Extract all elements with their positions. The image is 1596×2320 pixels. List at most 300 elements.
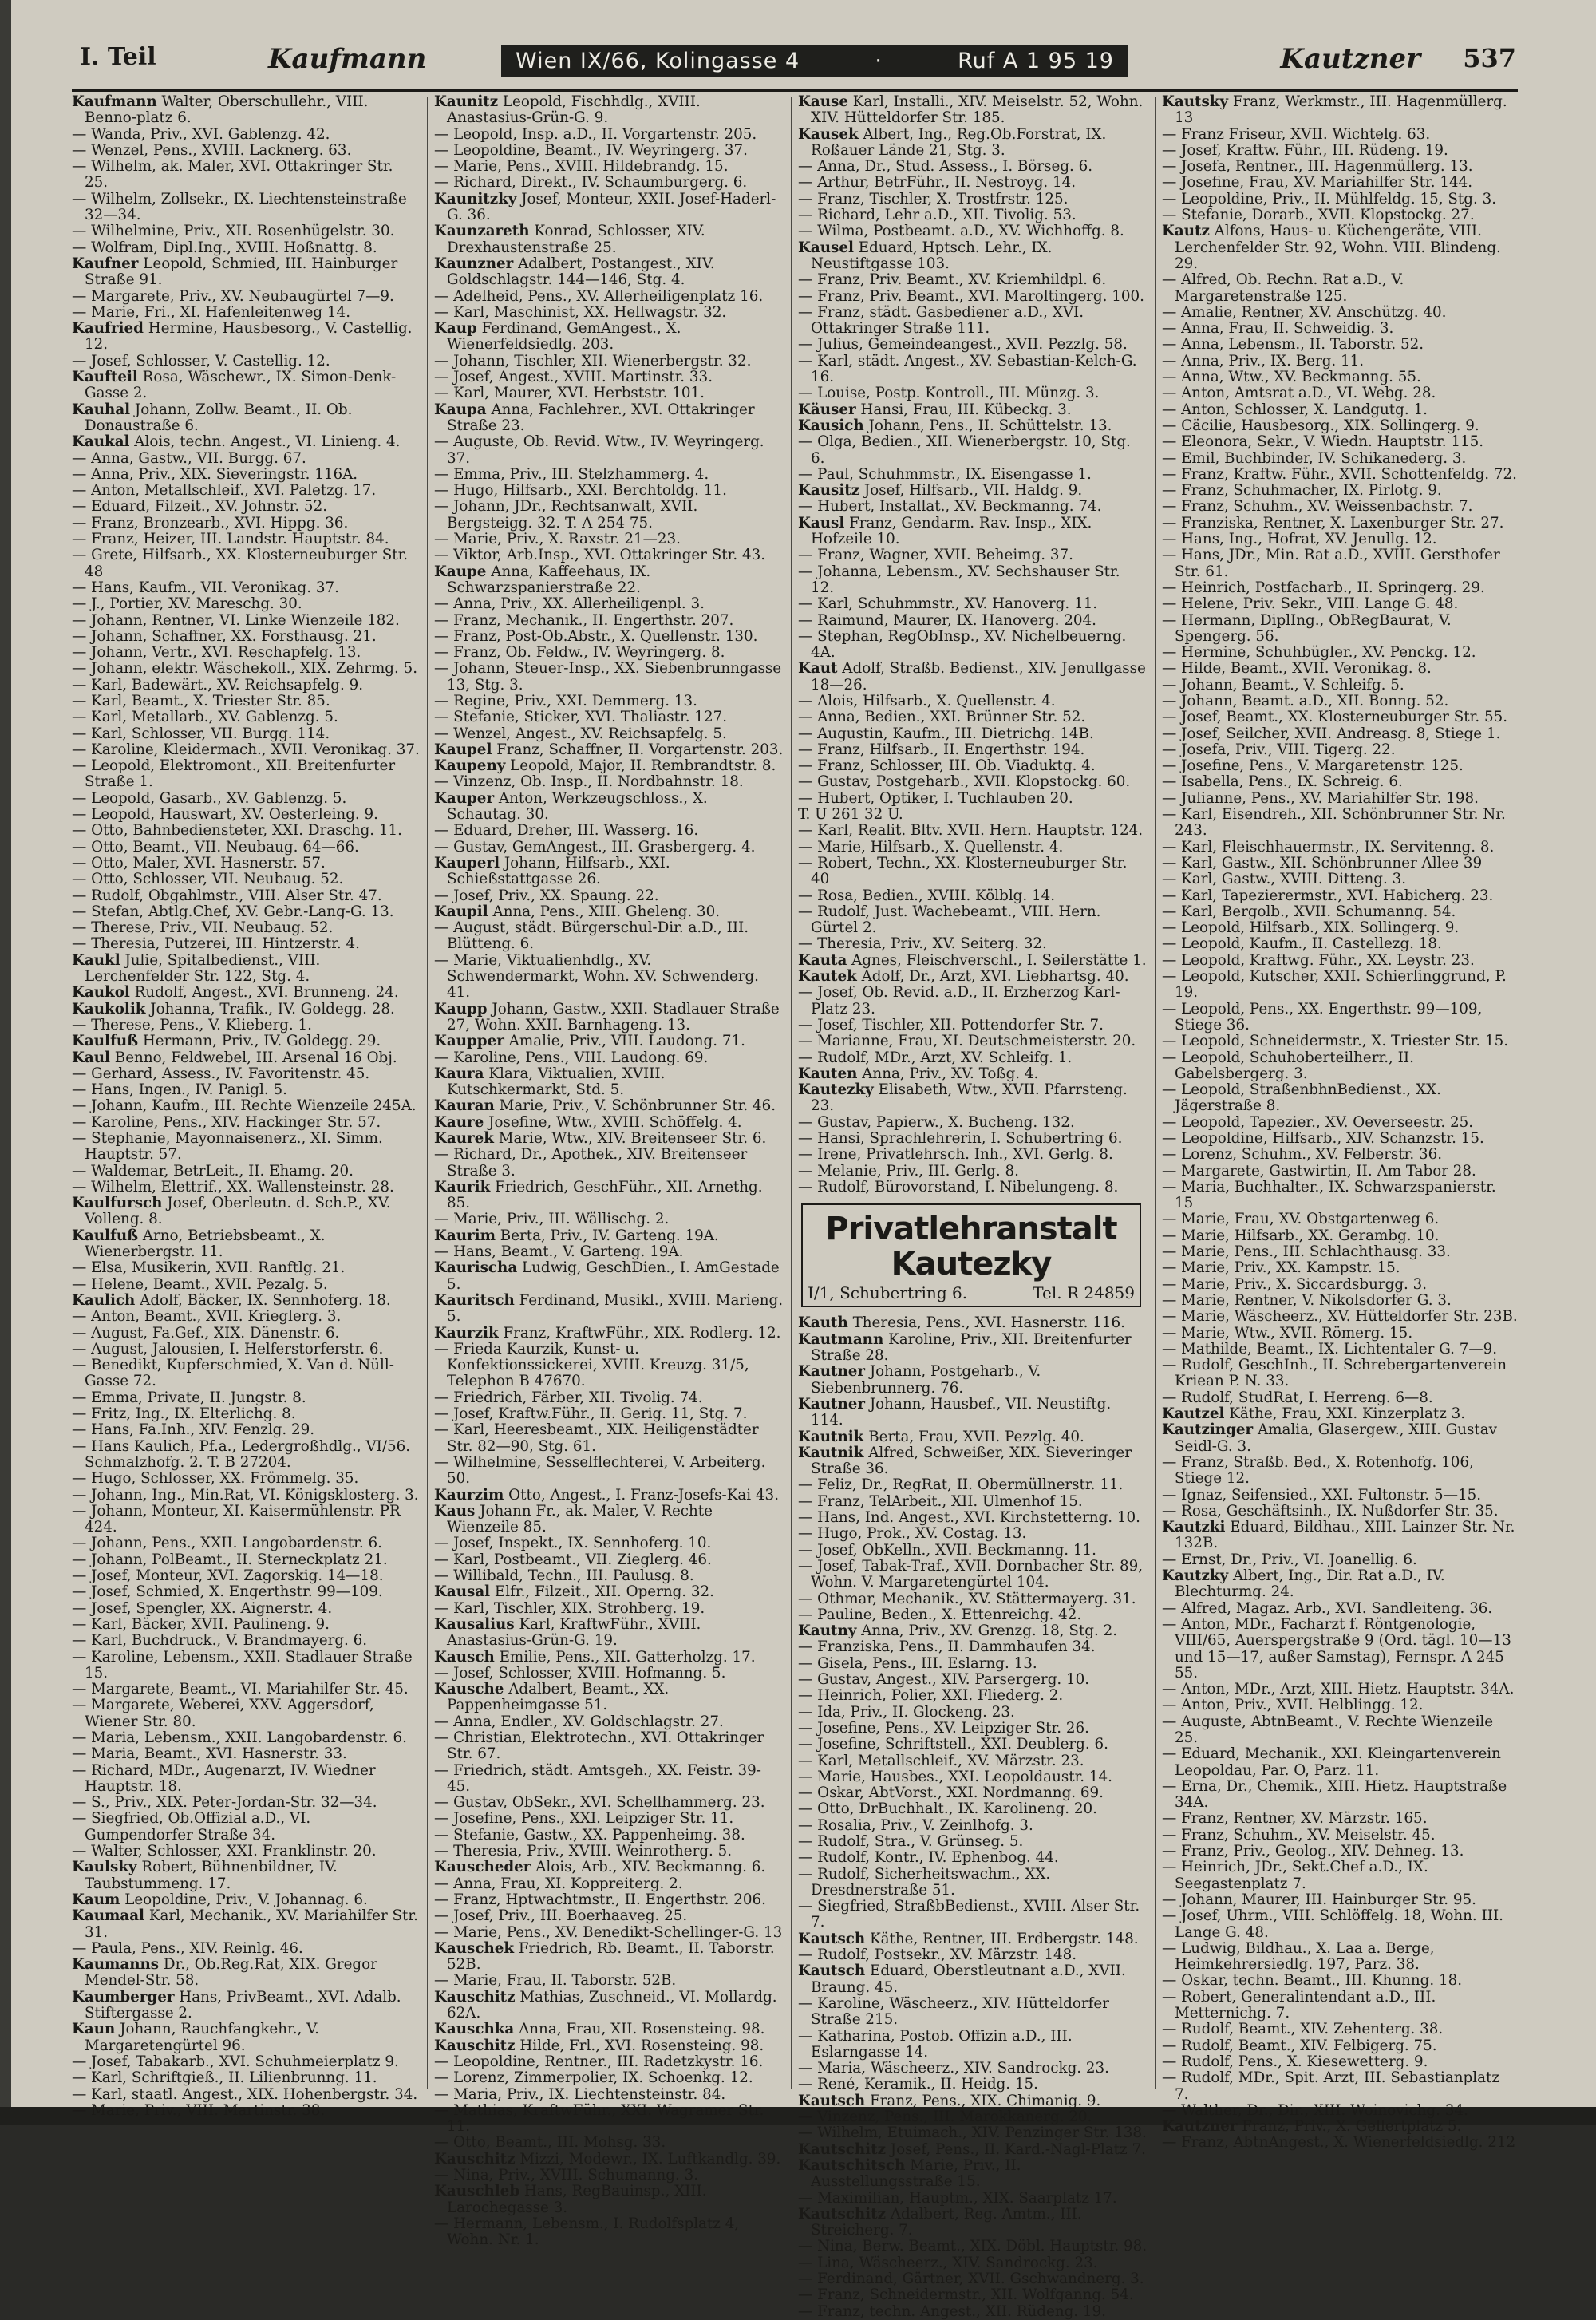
entry-text: — Johann, Rentner, VI. Linke Wienzeile 182. (72, 611, 400, 629)
entry-text: — Leopold, Gasarb., XV. Gablenzg. 5. (72, 789, 347, 807)
directory-entry (1162, 1326, 1518, 1342)
directory-entry (798, 1963, 1148, 1996)
directory-entry (798, 175, 1148, 191)
directory-entry (1162, 1601, 1518, 1617)
entry-text: — Johann, Steuer-Insp., XX. Siebenbrunngasse 13, Stg. 3. (434, 660, 782, 694)
entry-text: — Marie, Pens., III. Schlachthausg. 33. (1162, 1243, 1451, 1261)
entry-text: Josef, Hilfsarb., VII. Haldg. 9. (863, 482, 1083, 500)
entry-text: — Wilhelm, Zollsekr., IX. Liechtensteinstraße 32—34. (72, 190, 407, 224)
entry-text: Eduard, Oberstleutnant a.D., XVII. Braung. 45. (811, 1962, 1126, 1996)
directory-columns (72, 93, 1518, 2320)
entry-text: Anna, Frau, XII. Rosensteing. 98. (519, 2021, 765, 2038)
entry-text: — Hans, JDr., Min. Rat a.D., XVIII. Gersthofer Str. 61. (1162, 547, 1500, 580)
directory-entry (72, 1488, 420, 1504)
directory-entry (798, 192, 1148, 207)
entry-text: Käthe, Rentner, III. Erdbergstr. 148. (870, 1930, 1139, 1947)
entry-text: Josefine, Wtw., XVIII. Schöffelg. 4. (488, 1113, 742, 1131)
directory-entry (72, 370, 420, 402)
entry-text: — Eduard, Dreher, III. Wasserg. 16. (434, 822, 699, 840)
entry-surname: Kaunzareth (434, 223, 530, 240)
entry-text: — Gustav, GemAngest., III. Grasbergerg. 4. (434, 838, 756, 856)
directory-entry (1162, 726, 1518, 742)
directory-entry (72, 402, 420, 435)
entry-text: — Karoline, Pens., XIV. Hackinger Str. 57. (72, 1113, 381, 1131)
directory-entry (434, 1002, 784, 1034)
directory-entry (1162, 1908, 1518, 1941)
entry-text: — Marie, Fri., XI. Hafenleitenweg 14. (72, 303, 351, 321)
directory-entry (72, 694, 420, 709)
directory-entry (72, 1601, 420, 1617)
directory-entry (72, 1811, 420, 1844)
directory-entry (434, 2022, 784, 2037)
entry-text: — Robert, Generalintendant a.D., III. Metternichg. 7. (1162, 1988, 1436, 2022)
directory-entry (1162, 936, 1518, 952)
directory-entry (798, 1769, 1148, 1785)
directory-entry (72, 127, 420, 143)
directory-entry (798, 1164, 1148, 1180)
directory-entry (72, 1535, 420, 1551)
directory-entry (1162, 127, 1518, 143)
directory-entry (798, 1526, 1148, 1542)
entry-text: — Julius, Gemeindeangest., XVII. Pezzlg. 58. (798, 336, 1128, 354)
entry-surname: Kausl (798, 514, 845, 532)
entry-surname: Kautnik (798, 1444, 864, 1461)
entry-surname: Kaunitzky (434, 190, 517, 207)
directory-entry (798, 94, 1148, 127)
directory-entry (434, 1811, 784, 1827)
entry-text: — Franz, Hilfsarb., II. Engerthstr. 194. (798, 741, 1085, 758)
directory-entry (1162, 856, 1518, 871)
directory-entry (434, 192, 784, 224)
entry-text: — Karl, Metallarb., XV. Gablenzg. 5. (72, 709, 338, 726)
entry-text: — Alois, Hilfsarb., X. Quellenstr. 4. (798, 692, 1056, 709)
directory-entry (1162, 613, 1518, 646)
entry-surname: Kaurzim (434, 1486, 504, 1504)
banner-separator: · (875, 48, 883, 73)
directory-entry (434, 856, 784, 888)
directory-entry (798, 272, 1148, 288)
directory-entry (1162, 1552, 1518, 1568)
directory-entry (798, 1834, 1148, 1850)
entry-text: — Gustav, ObSekr., XVI. Schellhammerg. 23. (434, 1794, 765, 1812)
directory-entry (72, 289, 420, 305)
directory-entry (72, 840, 420, 856)
entry-text: — Josef, Ob. Revid. a.D., II. Erzherzog Karl-Platz 23. (798, 984, 1120, 1018)
entry-surname: Kaumaal (72, 1907, 145, 1925)
entry-text: Konrad, Schlosser, XIV. Drexhaustenstraße 25. (447, 223, 705, 256)
directory-entry (72, 953, 420, 986)
entry-surname: Kaukol (72, 984, 130, 1002)
entry-text: Hans, PrivBeamt., XVI. Adalb. Stiftergasse 2. (85, 1988, 401, 2022)
directory-entry (1162, 953, 1518, 969)
directory-entry (798, 1801, 1148, 1817)
entry-text: — Marie, Frau, XV. Obstgartenweg 6. (1162, 1211, 1440, 1228)
directory-entry (72, 2070, 420, 2086)
entry-text: — Karl, Maurer, XVI. Herbststr. 101. (434, 385, 705, 402)
directory-entry (434, 1714, 784, 1730)
entry-text: — Siegfried, Ob.Offizial a.D., VI. Gumpendorfer Straße 34. (72, 1810, 311, 1844)
entry-surname: Kaurik (434, 1178, 491, 1196)
directory-entry (1162, 1617, 1518, 1682)
entry-surname: Kautny (798, 1622, 857, 1640)
directory-entry (798, 1705, 1148, 1721)
entry-text: — Oskar, techn. Beamt., III. Khunng. 18. (1162, 1972, 1463, 1990)
directory-entry (1162, 159, 1518, 175)
entry-text: — Franz, Schuhm., XV. Meiselstr. 45. (1162, 1826, 1436, 1844)
directory-entry (798, 1543, 1148, 1559)
entry-text: — Anton, Metallschleif., XVI. Paletzg. 17. (72, 482, 377, 500)
entry-surname: Kaum (72, 1891, 120, 1908)
directory-entry (72, 321, 420, 354)
directory-entry (72, 645, 420, 661)
entry-text: — Hans, Beamt., V. Garteng. 19A. (434, 1243, 684, 1261)
entry-text: — Ida, Priv., II. Glockeng. 23. (798, 1703, 1015, 1721)
directory-entry (434, 94, 784, 127)
entry-text: — Marie, Hilfsarb., XX. Gerambg. 10. (1162, 1227, 1440, 1244)
directory-entry (1162, 1860, 1518, 1892)
entry-text: — Olga, Bedien., XII. Wienerbergstr. 10, Stg. 6. (798, 433, 1131, 467)
directory-entry (434, 1617, 784, 1650)
entry-text: — Stefanie, Gastw., XX. Pappenheimg. 38. (434, 1826, 745, 1844)
entry-text: — Johann, Beamt., V. Schleifg. 5. (1162, 676, 1404, 694)
entry-text: — Karl, staatl. Angest., XIX. Hohenbergstr. 34. (72, 2085, 418, 2103)
directory-entry (72, 434, 420, 450)
entry-surname: Kautner (798, 1395, 866, 1413)
entry-text: — Leopold, Kaufm., II. Castellezg. 18. (1162, 935, 1442, 953)
publisher-banner (501, 45, 1128, 77)
directory-entry (72, 256, 420, 289)
directory-entry (434, 2054, 784, 2070)
entry-text: — Karl, Realit. Bltv. XVII. Hern. Hauptstr. 124. (798, 822, 1144, 840)
directory-entry (798, 840, 1148, 856)
entry-text: — Rudolf, Beamt., XIV. Felbigerg. 75. (1162, 2037, 1437, 2054)
entry-text: Käthe, Frau, XXI. Kinzerplatz 3. (1229, 1405, 1466, 1423)
directory-entry (798, 953, 1148, 969)
entry-text: — Marie, Frau, II. Taborstr. 52B. (434, 1972, 677, 1990)
directory-entry (798, 694, 1148, 709)
entry-text: — Raimund, Maurer, IX. Hanoverg. 204. (798, 611, 1096, 629)
entry-text: — Ignaz, Seifensied., XXI. Fultonstr. 5—15. (1162, 1486, 1482, 1504)
directory-entry (434, 1147, 784, 1180)
entry-text: — Leopold, Hilfsarb., XIX. Sollingerg. 9. (1162, 919, 1460, 937)
entry-text: — Marie, Priv., III. Wällischg. 2. (434, 1211, 670, 1228)
directory-entry (72, 1617, 420, 1633)
directory-entry (434, 1390, 784, 1406)
entry-text: — Leopold, Tapezier., XV. Oeverseestr. 25. (1162, 1113, 1474, 1131)
entry-surname: Kauran (434, 1097, 495, 1115)
entry-text: Hermann, Priv., IV. Goldegg. 29. (142, 1033, 381, 1050)
directory-entry (1162, 483, 1518, 499)
entry-text: — Karl, Schlosser, VII. Burgg. 114. (72, 725, 330, 742)
entry-text: — Wolfram, Dipl.Ing., XVIII. Hoßnattg. 8. (72, 239, 377, 256)
entry-text: — Johann, Vertr., XVI. Reschapfelg. 13. (72, 644, 361, 662)
entry-text: — August, städt. Bürgerschul-Dir. a.D., III. Blütteng. 6. (434, 919, 749, 953)
entry-text: — Ferdinand, Gärtner, XVII. Gschwandnerg. 3. (798, 2271, 1144, 2287)
entry-text: Adalbert, Postangest., XIV. Goldschlagstr. 144—146, Stg. 4. (447, 255, 715, 289)
running-head: Kautzner (1280, 43, 1420, 75)
entry-text: — Fritz, Ing., IX. Elterlichg. 8. (72, 1405, 296, 1423)
directory-entry (1162, 547, 1518, 580)
entry-surname: Kaufner (72, 255, 139, 272)
entry-text: — Franz, Ob. Feldw., IV. Weyringerg. 8. (434, 644, 725, 662)
entry-text: — Karoline, Kleidermach., XVII. Veronikag. 37. (72, 741, 420, 758)
directory-entry (1162, 1034, 1518, 1049)
directory-entry (72, 1406, 420, 1422)
entry-text: — Rudolf, Kontr., IV. Ephenbog. 44. (798, 1849, 1059, 1867)
directory-entry (434, 1682, 784, 1714)
entry-text: — Rudolf, Sicherheitswachm., XX. Dresdnerstraße 51. (798, 1865, 1051, 1899)
directory-entry (798, 1785, 1148, 1801)
entry-surname: Kauschek (434, 1939, 515, 1957)
directory-entry (1162, 1488, 1518, 1504)
directory-entry (1162, 385, 1518, 401)
directory-entry (72, 1115, 420, 1131)
directory-entry (434, 564, 784, 597)
directory-entry (434, 1455, 784, 1488)
directory-entry (434, 1342, 784, 1390)
directory-entry (798, 1050, 1148, 1066)
entry-text: — Richard, MDr., Augenarzt, IV. Wiedner Hauptstr. 18. (72, 1761, 376, 1795)
entry-text: Josef, Monteur, XXII. Josef-Haderl-G. 36. (447, 190, 776, 224)
entry-text: — Anna, Gastw., VII. Burgg. 67. (72, 449, 306, 467)
entry-text: — Lorenz, Zimmerpolier, IX. Schoenkg. 12. (434, 2069, 753, 2087)
entry-text: — Alfred, Ob. Rechn. Rat a.D., V. Margaretenstraße 125. (1162, 271, 1404, 305)
entry-surname: Kaun (72, 2021, 116, 2038)
directory-entry (1162, 337, 1518, 353)
directory-entry (72, 1277, 420, 1293)
entry-text: — Franz, Priv., Geolog., XIV. Dehneg. 13. (1162, 1843, 1464, 1860)
entry-text: — Feliz, Dr., RegRat, II. Obermüllnerstr. 11. (798, 1476, 1124, 1494)
directory-entry (72, 1358, 420, 1390)
directory-entry (434, 2070, 784, 2086)
directory-entry (798, 385, 1148, 401)
column-4 (1162, 93, 1518, 2152)
entry-text: — Johann, Monteur, XI. Kaisermühlenstr. PR 424. (72, 1502, 401, 1536)
directory-entry (434, 1925, 784, 1941)
directory-entry (72, 1957, 420, 1990)
entry-text: — Augustin, Kaufm., III. Dietrichg. 14B. (798, 725, 1094, 742)
entry-text: — Marie, Pens., XV. Benedikt-Schellinger-G. 13 (434, 1923, 783, 1941)
directory-entry (434, 483, 784, 499)
entry-surname: Kaupil (434, 903, 488, 920)
directory-entry (434, 1211, 784, 1227)
directory-entry (434, 2103, 784, 2136)
entry-surname: Kause (798, 93, 848, 110)
entry-text: — Richard, Direkt., IV. Schaumburgerg. 6. (434, 174, 748, 192)
entry-text: — Franz, Hptwachtmstr., II. Engerthstr. 206. (434, 1891, 766, 1908)
directory-entry (1162, 1422, 1518, 1455)
entry-text: — Eduard, Mechanik., XXI. Kleingartenverein Leopoldau, Par. O, Parz. 11. (1162, 1745, 1501, 1779)
directory-entry (798, 1753, 1148, 1769)
entry-text: — Maria, Buchhalter., IX. Schwarzspanierstr. 15 (1162, 1178, 1496, 1212)
directory-entry (72, 661, 420, 677)
directory-entry (72, 223, 420, 239)
directory-entry (434, 1098, 784, 1114)
directory-entry (798, 1947, 1148, 1963)
directory-entry (72, 1504, 420, 1536)
directory-entry (72, 742, 420, 758)
entry-text: — Franz, AbtnAngest., X. Wienerfeldsiedlg. 212 (1162, 2134, 1516, 2152)
entry-surname: Kaus (434, 1502, 476, 1520)
directory-entry (1162, 2119, 1518, 2135)
directory-entry (434, 143, 784, 159)
entry-text: — Wilma, Postbeamt. a.D., XV. Wichhoffg. 8. (798, 223, 1124, 240)
directory-entry (72, 2087, 420, 2103)
entry-text: Anton, Werkzeugschloss., X. Schautag. 30. (447, 789, 708, 824)
entry-text: — Leopold, Pens., XX. Engerthstr. 99—109, Stiege 36. (1162, 1000, 1483, 1034)
entry-text: — Margarete, Gastwirtin, II. Am Tabor 28. (1162, 1162, 1476, 1180)
directory-entry (798, 2158, 1148, 2191)
directory-entry (72, 1990, 420, 2022)
directory-entry (72, 192, 420, 224)
entry-text: — Rosalia, Priv., V. Zeinlhofg. 3. (798, 1816, 1033, 1834)
entry-text: — Emil, Buchbinder, IV. Schikanederg. 3. (1162, 449, 1467, 467)
directory-entry (1162, 1050, 1518, 1083)
directory-entry (798, 888, 1148, 904)
directory-entry (1162, 1115, 1518, 1131)
directory-entry (434, 1034, 784, 1049)
entry-text: — Auguste, Ob. Revid. Wtw., IV. Weyringerg. 37. (434, 433, 764, 467)
directory-entry (798, 758, 1148, 774)
entry-surname: Kauschitz (434, 1988, 516, 2006)
entry-surname: Kautnik (798, 1428, 864, 1445)
entry-surname: Kaufried (72, 320, 144, 338)
entry-text: — Franz, techn. Angest., XII. Rüdeng. 19. (798, 2302, 1106, 2320)
directory-entry (1162, 580, 1518, 596)
directory-entry (434, 1990, 784, 2022)
entry-text: — Therese, Pens., V. Klieberg. 1. (72, 1016, 312, 1034)
directory-entry (434, 2216, 784, 2249)
directory-entry (798, 1850, 1148, 1866)
entry-text: — Marie, Wäscheerz., XV. Hütteldorfer Str. 23B. (1162, 1308, 1518, 1326)
entry-text: — Karl, Eisendreh., XII. Schönbrunner Str. Nr. 243. (1162, 806, 1506, 840)
directory-entry (434, 596, 784, 612)
directory-entry (434, 1552, 784, 1568)
entry-text: — Franz Friseur, XVII. Wichtelg. 63. (1162, 125, 1431, 143)
entry-text: — Anna, Frau, II. Schweidig. 3. (1162, 320, 1394, 338)
entry-text: — Friedrich, städt. Amtsgeh., XX. Feistr. 39-45. (434, 1761, 761, 1795)
directory-entry (1162, 434, 1518, 450)
directory-entry (798, 1364, 1148, 1397)
directory-entry (72, 143, 420, 159)
entry-text: — Anna, Endler., XV. Goldschlagstr. 27. (434, 1713, 724, 1730)
entry-surname: Kauth (798, 1314, 848, 1332)
directory-entry (798, 159, 1148, 175)
directory-entry (798, 613, 1148, 629)
page-shadow-left (0, 0, 11, 2125)
entry-text: — Helene, Beamt., XVII. Pezalg. 5. (72, 1275, 328, 1293)
entry-text: — Richard, Dr., Apothek., XIV. Breitenseer Straße 3. (434, 1146, 748, 1180)
entry-text: Johann, Rauchfangkehr., V. Margaretengürtel 96. (85, 2021, 319, 2054)
directory-entry (1162, 321, 1518, 337)
directory-entry (1162, 920, 1518, 936)
entry-text: — Marie, Hausbes., XXI. Leopoldaustr. 14. (798, 1768, 1112, 1785)
directory-entry (798, 499, 1148, 515)
entry-text: — Wilhelmine, Priv., XII. Rosenhügelstr. 30. (72, 223, 395, 240)
entry-text: — Karl, Fleischhauermstr., IX. Servitenng. 8. (1162, 838, 1495, 856)
entry-text: Friedrich, GeschFühr., XII. Arnethg. 85. (447, 1178, 763, 1212)
directory-entry (798, 1494, 1148, 1510)
directory-entry (1162, 1406, 1518, 1422)
directory-entry (434, 1892, 784, 1908)
entry-text: — Stephan, RegObInsp., XV. Nichelbeuerng. 4A. (798, 627, 1127, 662)
entry-text: — Franz, TelArbeit., XII. Ulmenhof 15. (798, 1492, 1083, 1510)
directory-entry (798, 629, 1148, 662)
entry-text: — Heinrich, Polier, XXI. Fliederg. 2. (798, 1687, 1064, 1705)
directory-entry (1162, 143, 1518, 159)
entry-text: — Friedrich, Färber, XII. Tivolig. 74. (434, 1389, 703, 1406)
entry-surname: Kauschka (434, 2021, 515, 2038)
entry-text: — Maria, Lebensm., XXII. Langobardenstr. 6. (72, 1729, 407, 1746)
entry-text: — Hermine, Schuhbügler., XV. Penckg. 12. (1162, 644, 1476, 662)
entry-text: Alfred, Schweißer, XIX. Sieveringer Straße 36. (811, 1444, 1132, 1478)
entry-text: Adolf, Dr., Arzt, XVI. Liebhartsg. 40. (861, 968, 1129, 986)
entry-text: — Rudolf, Pens., X. Kiesewetterg. 9. (1162, 2053, 1428, 2070)
entry-text: Eduard, Hptsch. Lehr., IX. Neustiftgasse 103. (811, 239, 1053, 272)
entry-text: — Margarete, Priv., XV. Neubaugürtel 7—9. (72, 287, 394, 305)
entry-text: — Josefine, Pens., V. Margaretenstr. 125. (1162, 757, 1464, 775)
directory-entry (72, 1034, 420, 1049)
entry-text: — Waldemar, BetrLeit., II. Ehamg. 20. (72, 1162, 354, 1180)
entry-text: — Maria, Beamt., XVI. Hasnerstr. 33. (72, 1745, 347, 1763)
entry-text: — Franz, Priv. Beamt., XVI. Maroltingerg. 100. (798, 287, 1144, 305)
entry-text: — Rudolf, MDr., Arzt, XV. Schleifg. 1. (798, 1049, 1073, 1066)
entry-surname: Kauschleb (434, 2183, 520, 2200)
entry-text: — Leopold, Schuhoberteilherr., II. Gabelsbergerg. 3. (1162, 1049, 1414, 1082)
entry-text: — Josef, Uhrm., VIII. Schlöffelg. 18, Wohn. III. Lange G. 48. (1162, 1907, 1503, 1941)
directory-entry (798, 1688, 1148, 1704)
directory-entry (72, 1309, 420, 1325)
entry-text: — Rudolf, Bürovorstand, I. Nibelungeng. 8. (798, 1178, 1119, 1196)
entry-surname: Kausal (434, 1583, 491, 1601)
entry-text: — Anton, Priv., XVII. Helblingg. 12. (1162, 1697, 1424, 1714)
entry-surname: Kautzinger (1162, 1421, 1254, 1439)
entry-text: — Josef, Schmied, X. Engerthstr. 99—109. (72, 1583, 383, 1601)
entry-text: — Josef, Schlosser, XVIII. Hofmanng. 5. (434, 1664, 726, 1682)
directory-entry (1162, 1147, 1518, 1163)
entry-text: Franz, Priv., X. Gellertplatz 5. (1242, 2118, 1462, 2136)
entry-text: Hermine, Hausbesorg., V. Castellig. 12. (85, 320, 413, 354)
directory-entry (72, 1002, 420, 1018)
entry-text: — Emma, Priv., III. Stelzhammerg. 4. (434, 465, 709, 483)
entry-text: — Josefine, Pens., XXI. Leipziger Str. 11. (434, 1810, 734, 1828)
entry-text: Berta, Priv., IV. Garteng. 19A. (500, 1227, 719, 1244)
directory-entry (1162, 1568, 1518, 1601)
entry-text: Adalbert, Beamt., XX. Pappenheimgasse 51. (447, 1681, 670, 1714)
column-divider (791, 97, 792, 2089)
directory-entry (434, 791, 784, 824)
entry-text: — Franz, Mechanik., II. Engerthstr. 207. (434, 611, 734, 629)
directory-entry (1162, 1504, 1518, 1520)
entry-text: Johann, Hilfsarb., XXI. Schießstattgasse 26. (447, 854, 670, 888)
entry-text: — Marianne, Frau, XI. Deutschmeisterstr. 20. (798, 1033, 1136, 1050)
entry-text: — Vinzenz, Ob. Insp., II. Nordbahnstr. 18. (434, 773, 744, 791)
entry-text: — Anna, Frau, XI. Koppreiterg. 2. (434, 1875, 683, 1892)
entry-text: — Margarete, Beamt., VI. Mariahilfer Str. 45. (72, 1681, 409, 1698)
directory-entry (1162, 904, 1518, 920)
entry-surname: Kaumanns (72, 1956, 160, 1974)
entry-text: Anna, Pens., XIII. Gheleng. 30. (492, 903, 721, 920)
directory-entry (72, 1633, 420, 1649)
directory-entry (434, 1860, 784, 1875)
entry-text: — Franz, Schneidermstr., XII. Wolfganng. 54. (798, 2286, 1134, 2304)
entry-text: — Hermann, DiplIng., ObRegBaurat, V. Spengerg. 56. (1162, 611, 1452, 645)
entry-text: — Anton, Amtsrat a.D., VI. Webg. 28. (1162, 385, 1436, 402)
entry-text: Anna, Priv., XV. Toßg. 4. (862, 1065, 1039, 1082)
directory-entry (434, 1568, 784, 1584)
entry-text: — Stefanie, Sticker, XVI. Thaliastr. 127. (434, 709, 728, 726)
directory-entry (434, 1050, 784, 1066)
